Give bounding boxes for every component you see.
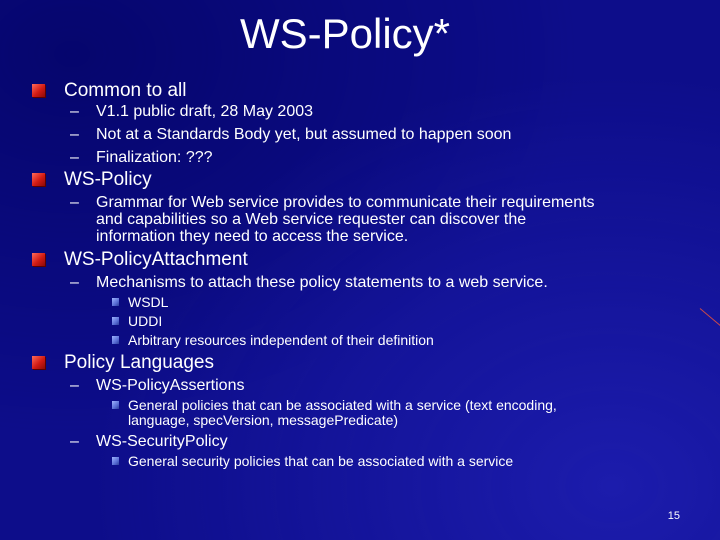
red-square-bullet-icon	[32, 173, 45, 186]
sub-sub-bullet	[128, 398, 557, 428]
bullet-ws-policy	[64, 169, 152, 191]
dash-bullet: –	[70, 149, 79, 166]
dash-bullet: –	[70, 274, 79, 291]
red-square-bullet-icon	[32, 253, 45, 266]
dash-bullet: –	[70, 103, 79, 120]
text-line: information they need to access the service.	[96, 228, 409, 245]
sub-sub-bullet-text: General security policies that can be associated with a service	[128, 453, 514, 469]
dash-bullet: –	[70, 433, 79, 450]
decorative-line	[700, 308, 720, 334]
section-heading: Common to all	[64, 80, 187, 101]
sub-sub-bullet-text	[128, 398, 557, 428]
text-line: Grammar for Web service provides to communicate their requirements	[96, 194, 595, 211]
sub-sub-bullet	[128, 295, 168, 310]
blue-square-bullet-icon	[112, 401, 119, 409]
sub-sub-bullet	[128, 454, 513, 469]
sub-bullet-text: V1.1 public draft, 28 May 2003	[96, 103, 314, 120]
sub-sub-bullet	[128, 314, 162, 329]
section-heading: WS-PolicyAttachment	[64, 249, 248, 270]
section-heading: Policy Languages	[64, 352, 214, 373]
dash-bullet: –	[70, 377, 79, 394]
sub-bullet-text: Not at a Standards Body yet, but assumed to happen soon	[96, 126, 512, 143]
slide-title: WS-Policy*	[239, 10, 451, 57]
bullet-ws-policyattachment	[64, 249, 248, 271]
bullet-policy-languages	[64, 352, 214, 374]
blue-square-bullet-icon	[112, 317, 119, 325]
blue-square-bullet-icon	[112, 298, 119, 306]
section-heading: WS-Policy	[64, 169, 152, 190]
bullet-common-to-all	[64, 80, 187, 102]
sub-bullet-text: Mechanisms to attach these policy statements to a web service.	[96, 274, 548, 291]
sub-bullet-text: WS-PolicyAssertions	[96, 377, 245, 394]
sub-sub-bullet-text: UDDI	[128, 313, 163, 329]
blue-square-bullet-icon	[112, 336, 119, 344]
sub-bullet-text: WS-SecurityPolicy	[96, 433, 228, 450]
red-square-bullet-icon	[32, 356, 45, 369]
sub-sub-bullet	[128, 333, 434, 348]
dash-bullet: –	[70, 126, 79, 143]
sub-sub-bullet-text: WSDL	[128, 294, 169, 310]
sub-bullet-text	[96, 194, 696, 245]
text-line: General policies that can be associated with a service (text encoding,	[128, 397, 557, 413]
sub-sub-bullet-text: Arbitrary resources independent of their definition	[128, 332, 434, 348]
text-line: language, specVersion, messagePredicate)	[128, 412, 399, 428]
page-number: 15	[667, 510, 680, 522]
red-square-bullet-icon	[32, 84, 45, 97]
sub-bullet-text: Finalization: ???	[96, 149, 213, 166]
blue-square-bullet-icon	[112, 457, 119, 465]
text-line: and capabilities so a Web service requester can discover the	[96, 211, 527, 228]
dash-bullet: –	[70, 194, 79, 211]
